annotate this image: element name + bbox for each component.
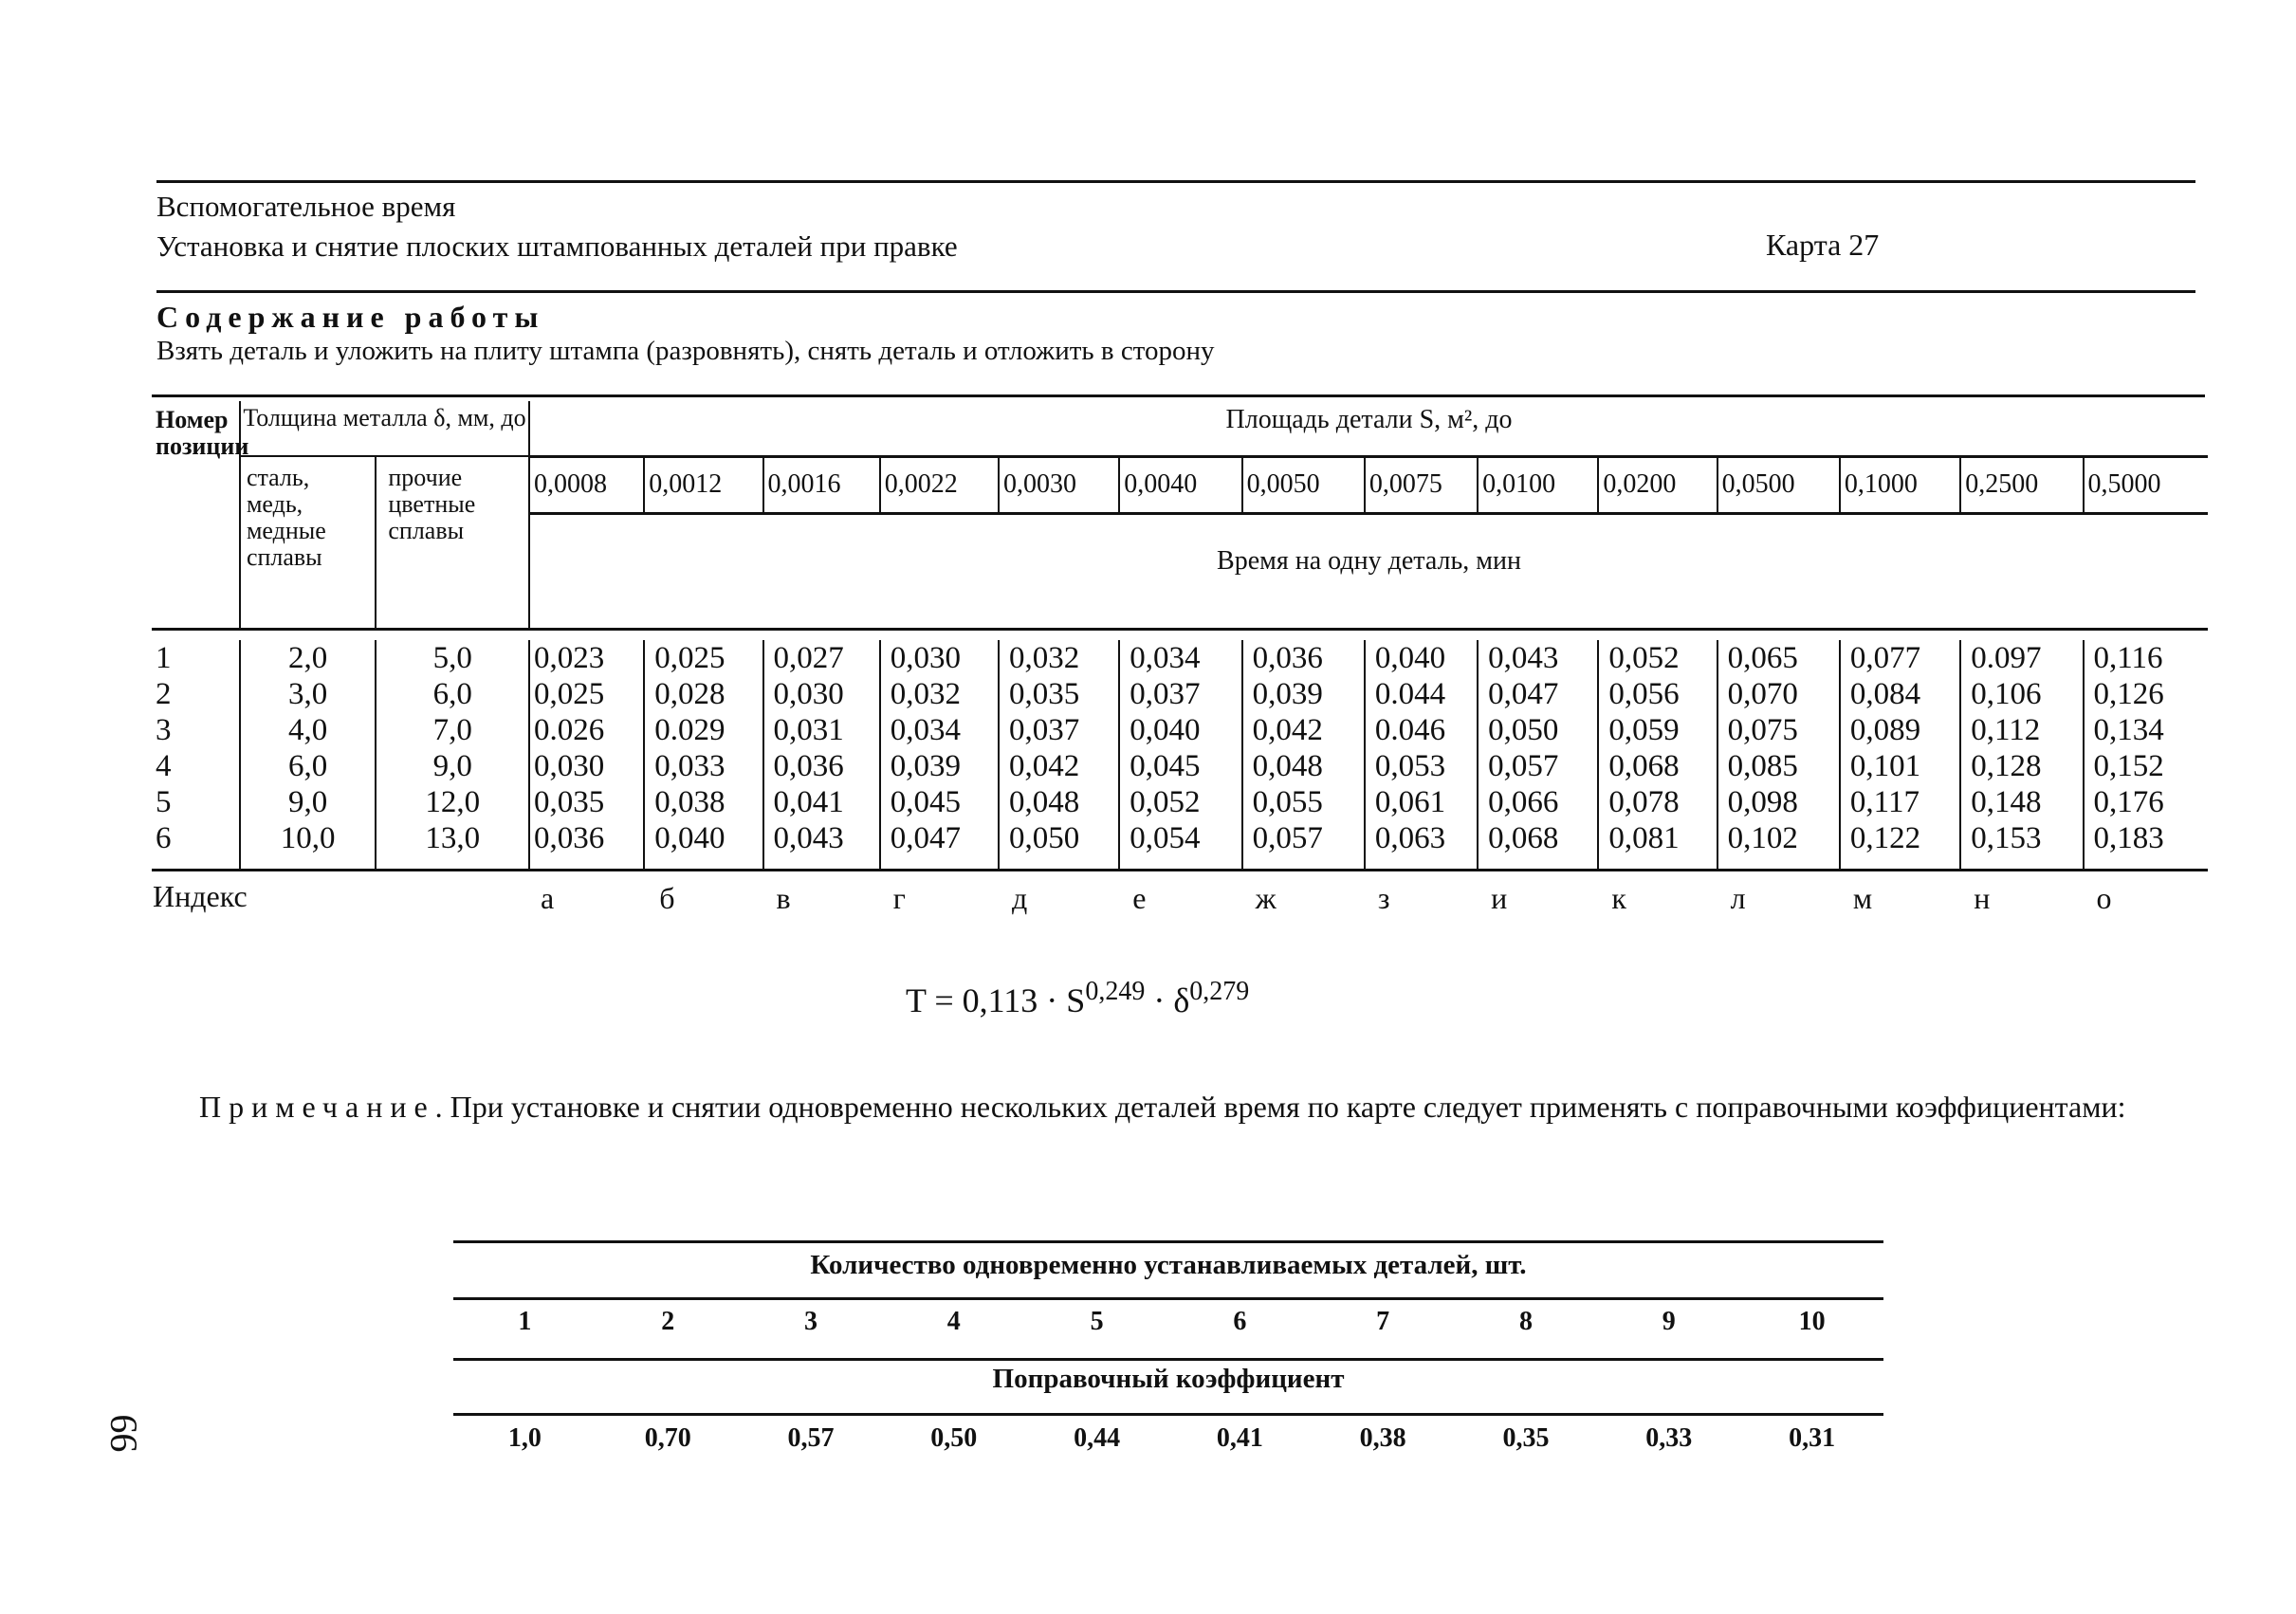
index-letter: о (2084, 870, 2209, 919)
qty-header: Количество одновременно устанавливаемых деталей, шт. (810, 1250, 1527, 1280)
time-header: Время на одну деталь, мин (529, 513, 2208, 629)
time-value: 0.097 (1960, 640, 2083, 676)
card-number: Карта 27 (1766, 228, 1880, 262)
row-number: 4 (156, 749, 172, 783)
time-value: 0,063 (1365, 820, 1478, 870)
time-value: 0,078 (1598, 784, 1717, 820)
time-value: 0,068 (1478, 820, 1598, 870)
coef-value: 0,38 (1359, 1423, 1406, 1453)
index-letter: ж (1242, 870, 1365, 919)
qty-value: 6 (1233, 1307, 1247, 1336)
steel-thickness: 2,0 (240, 640, 376, 676)
time-value: 0,075 (1717, 712, 1840, 748)
time-value: 0,050 (999, 820, 1119, 870)
time-value: 0,040 (644, 820, 762, 870)
other-thickness: 5,0 (376, 640, 529, 676)
time-value: 0,084 (1840, 676, 1960, 712)
qty-header-rule (453, 1297, 1883, 1300)
time-value: 0,059 (1598, 712, 1717, 748)
coef-value: 0,33 (1645, 1423, 1693, 1453)
table-row (152, 820, 2208, 870)
formula-exp-delta: 0,279 (1189, 977, 1250, 1006)
table-row (152, 748, 2208, 784)
time-value: 0,054 (1119, 820, 1241, 870)
time-value: 0,040 (1365, 640, 1478, 676)
time-value: 0,117 (1840, 784, 1960, 820)
time-value: 0,047 (1478, 676, 1598, 712)
time-value: 0,066 (1478, 784, 1598, 820)
time-value: 0,032 (880, 676, 999, 712)
coef-value: 0,35 (1502, 1423, 1550, 1453)
time-value: 0,047 (880, 820, 999, 870)
time-value: 0,036 (1242, 640, 1365, 676)
time-value: 0,036 (529, 820, 644, 870)
index-row (152, 870, 2208, 919)
time-value: 0,052 (1598, 640, 1717, 676)
qty-row (453, 1303, 1883, 1341)
time-value: 0,134 (2084, 712, 2209, 748)
time-value: 0,070 (1717, 676, 1840, 712)
time-value: 0,030 (880, 640, 999, 676)
time-value: 0,033 (644, 748, 762, 784)
time-value: 0,101 (1840, 748, 1960, 784)
time-value: 0,077 (1840, 640, 1960, 676)
area-value: 0,0200 (1598, 456, 1717, 513)
time-value: 0,023 (529, 640, 644, 676)
row-number: 3 (156, 713, 172, 747)
time-value: 0,057 (1478, 748, 1598, 784)
time-value: 0,045 (1119, 748, 1241, 784)
top-rule (156, 180, 2195, 183)
other-thickness: 7,0 (376, 712, 529, 748)
time-table (152, 401, 2208, 919)
time-value: 0.044 (1365, 676, 1478, 712)
other-thickness: 6,0 (376, 676, 529, 712)
area-value: 0,0500 (1717, 456, 1840, 513)
time-value: 0,068 (1598, 748, 1717, 784)
row-number: 2 (156, 677, 172, 711)
time-value: 0,153 (1960, 820, 2083, 870)
formula-mid: · δ (1145, 981, 1190, 1019)
area-header: Площадь детали S, м², до (529, 401, 2208, 456)
steel-thickness: 9,0 (240, 784, 376, 820)
time-value: 0,085 (1717, 748, 1840, 784)
index-letter: к (1598, 870, 1717, 919)
coef-value: 0,70 (644, 1423, 691, 1453)
time-value: 0,112 (1960, 712, 2083, 748)
time-value: 0,025 (529, 676, 644, 712)
steel-thickness: 10,0 (240, 820, 376, 870)
coef-header-rule (453, 1358, 1883, 1361)
time-value: 0,116 (2084, 640, 2209, 676)
row-number: 1 (156, 641, 172, 675)
time-value: 0,036 (763, 748, 880, 784)
index-letter: н (1960, 870, 2083, 919)
area-value: 0,0022 (880, 456, 999, 513)
other-thickness: 13,0 (376, 820, 529, 870)
time-value: 0,034 (1119, 640, 1241, 676)
time-value: 0,061 (1365, 784, 1478, 820)
time-value: 0,043 (763, 820, 880, 870)
area-value: 0,0050 (1242, 456, 1365, 513)
time-value: 0,038 (644, 784, 762, 820)
qty-value: 3 (803, 1307, 817, 1336)
time-value: 0,057 (1242, 820, 1365, 870)
area-value: 0,0100 (1478, 456, 1598, 513)
steel-thickness: 6,0 (240, 748, 376, 784)
index-letter: д (999, 870, 1119, 919)
qty-value: 9 (1662, 1307, 1676, 1336)
time-value: 0,031 (763, 712, 880, 748)
note-label: Примечание (199, 1090, 435, 1124)
time-value: 0,045 (880, 784, 999, 820)
formula-lhs: T = 0,113 · S (906, 981, 1086, 1019)
index-letter: м (1840, 870, 1960, 919)
formula-exp-s: 0,249 (1085, 977, 1146, 1006)
steel-thickness: 3,0 (240, 676, 376, 712)
time-value: 0,106 (1960, 676, 2083, 712)
index-letter: з (1365, 870, 1478, 919)
index-letter: г (880, 870, 999, 919)
qty-value: 5 (1090, 1307, 1104, 1336)
time-value: 0,035 (529, 784, 644, 820)
time-value: 0,065 (1717, 640, 1840, 676)
col-other-header: прочие цветные сплавы (376, 456, 529, 629)
time-value: 0,043 (1478, 640, 1598, 676)
coef-header: Поправочный коэффициент (992, 1364, 1345, 1394)
time-value: 0,034 (880, 712, 999, 748)
time-value: 0,183 (2084, 820, 2209, 870)
time-value: 0,053 (1365, 748, 1478, 784)
time-value: 0,035 (999, 676, 1119, 712)
other-thickness: 12,0 (376, 784, 529, 820)
time-value: 0,039 (1242, 676, 1365, 712)
time-value: 0,027 (763, 640, 880, 676)
time-value: 0,042 (999, 748, 1119, 784)
coef-value: 0,50 (930, 1423, 978, 1453)
time-value: 0,025 (644, 640, 762, 676)
index-letter: л (1717, 870, 1840, 919)
time-value: 0.026 (529, 712, 644, 748)
index-letter: a (529, 870, 644, 919)
qty-value: 2 (661, 1307, 675, 1336)
area-value: 0,0040 (1119, 456, 1241, 513)
time-value: 0,126 (2084, 676, 2209, 712)
time-value: 0,030 (529, 748, 644, 784)
time-value: 0,081 (1598, 820, 1717, 870)
time-value: 0,028 (644, 676, 762, 712)
time-value: 0,122 (1840, 820, 1960, 870)
time-value: 0,048 (1242, 748, 1365, 784)
coef-value: 1,0 (507, 1423, 542, 1453)
work-title: Содержание работы (156, 300, 545, 334)
row-number: 6 (156, 821, 172, 855)
work-text: Взять деталь и уложить на плиту штампа (разровнять), снять деталь и отложить в сторону (156, 336, 1215, 366)
time-value: 0,030 (763, 676, 880, 712)
time-value: 0,052 (1119, 784, 1241, 820)
time-value: 0,098 (1717, 784, 1840, 820)
area-value: 0,0016 (763, 456, 880, 513)
coef-row (453, 1419, 1883, 1458)
coef-value: 0,31 (1789, 1423, 1836, 1453)
note (161, 1089, 2200, 1125)
time-value: 0,056 (1598, 676, 1717, 712)
header-bottom-rule (156, 290, 2195, 293)
qty-value: 1 (518, 1307, 532, 1336)
col-steel-header: сталь, медь, медные сплавы (240, 456, 376, 629)
time-value: 0,037 (999, 712, 1119, 748)
index-letter: е (1119, 870, 1241, 919)
index-label: Индекс (149, 870, 526, 919)
coef-top-rule (453, 1240, 1883, 1243)
index-letter: б (644, 870, 762, 919)
table-row (152, 676, 2208, 712)
time-value: 0,040 (1119, 712, 1241, 748)
note-text: . При установке и снятии одновременно нескольких деталей время по карте следует применять с поправочными коэффициентами: (434, 1090, 2126, 1124)
area-value: 0,1000 (1840, 456, 1960, 513)
coef-value: 0,57 (787, 1423, 835, 1453)
time-value: 0,041 (763, 784, 880, 820)
time-value: 0,089 (1840, 712, 1960, 748)
index-letter: в (763, 870, 880, 919)
area-value: 0,0008 (529, 456, 644, 513)
coef-value: 0,44 (1074, 1423, 1121, 1453)
time-value: 0,055 (1242, 784, 1365, 820)
coef-value: 0,41 (1216, 1423, 1263, 1453)
table-top-rule (152, 394, 2205, 397)
area-value: 0,2500 (1960, 456, 2083, 513)
table-row (152, 640, 2208, 676)
time-value: 0,102 (1717, 820, 1840, 870)
qty-value: 10 (1798, 1307, 1826, 1336)
header-line-1: Вспомогательное время (156, 190, 456, 223)
time-value: 0,048 (999, 784, 1119, 820)
page-number: 99 (101, 1414, 145, 1453)
time-value: 0,032 (999, 640, 1119, 676)
area-value: 0,0030 (999, 456, 1119, 513)
time-value: 0,152 (2084, 748, 2209, 784)
qty-value: 7 (1376, 1307, 1390, 1336)
header-line-2: Установка и снятие плоских штампованных деталей при правке (156, 229, 958, 263)
steel-thickness: 4,0 (240, 712, 376, 748)
qty-value: 4 (946, 1307, 961, 1336)
area-value: 0,5000 (2084, 456, 2209, 513)
time-value: 0,148 (1960, 784, 2083, 820)
time-value: 0,039 (880, 748, 999, 784)
col-thickness-header: Толщина металла δ, мм, до (240, 401, 529, 456)
time-value: 0,176 (2084, 784, 2209, 820)
time-value: 0,037 (1119, 676, 1241, 712)
table-row (152, 784, 2208, 820)
coef-values-rule (453, 1413, 1883, 1416)
time-value: 0.046 (1365, 712, 1478, 748)
row-number: 5 (156, 785, 172, 819)
other-thickness: 9,0 (376, 748, 529, 784)
area-value: 0,0012 (644, 456, 762, 513)
time-value: 0,050 (1478, 712, 1598, 748)
area-value: 0,0075 (1365, 456, 1478, 513)
time-value: 0,042 (1242, 712, 1365, 748)
time-value: 0.029 (644, 712, 762, 748)
qty-value: 8 (1518, 1307, 1533, 1336)
table-row (152, 712, 2208, 748)
time-value: 0,128 (1960, 748, 2083, 784)
index-letter: и (1478, 870, 1598, 919)
col-position-header: Номер позиции (156, 406, 249, 460)
formula (906, 977, 1249, 1020)
